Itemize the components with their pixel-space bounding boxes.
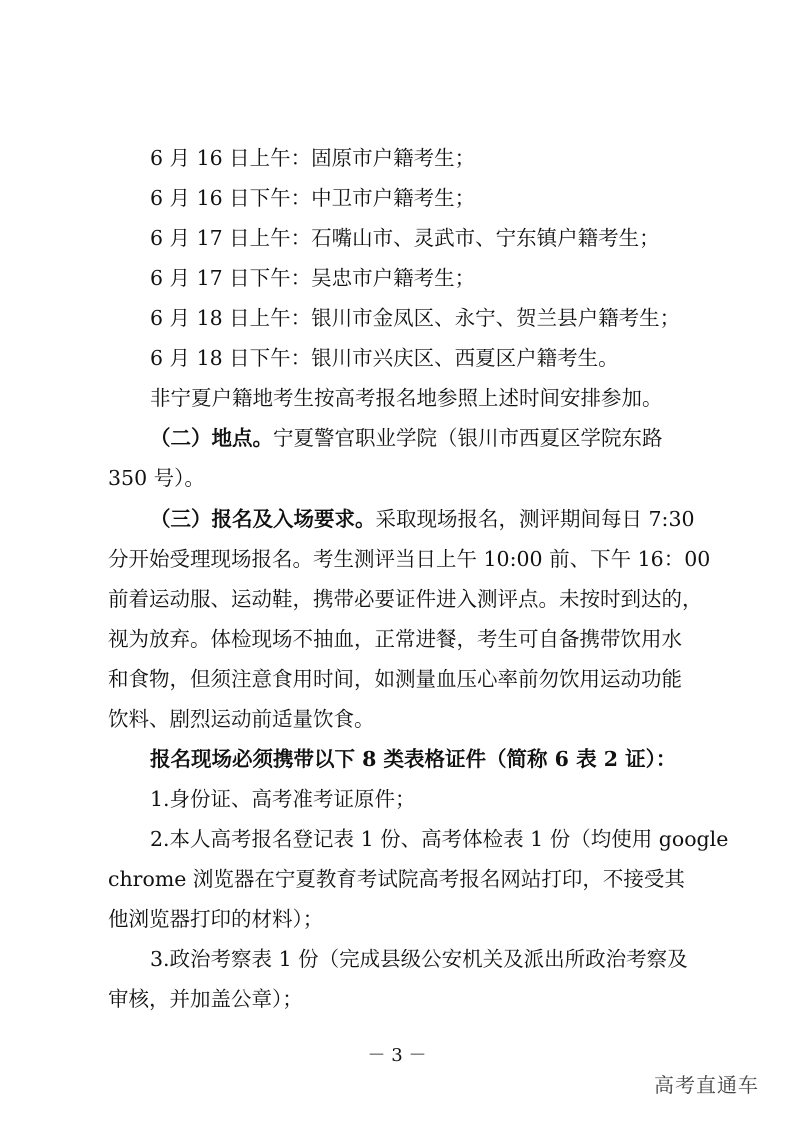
document-item-2: 2.本人高考报名登记表 1 份、高考体检表 1 份（均使用 google bbox=[150, 827, 729, 851]
schedule-line-4: 6 月 17 日下午：吴忠市户籍考生； bbox=[150, 266, 476, 290]
schedule-line-2: 6 月 16 日下午：中卫市户籍考生； bbox=[150, 186, 476, 210]
schedule-line-1: 6 月 16 日上午：固原市户籍考生； bbox=[150, 146, 476, 170]
watermark: 高考直通车 bbox=[654, 1073, 759, 1097]
location-text: 宁夏警官职业学院（银川市西夏区学院东路 bbox=[273, 426, 663, 450]
location-heading: （二）地点。 bbox=[150, 426, 273, 450]
document-item-3-cont: 审核，并加盖公章）； bbox=[108, 987, 303, 1011]
non-local-note: 非宁夏户籍地考生按高考报名地参照上述时间安排参加。 bbox=[150, 386, 663, 410]
document-item-2-cont-1: chrome 浏览器在宁夏教育考试院高考报名网站打印，不接受其 bbox=[108, 867, 685, 891]
document-item-1: 1.身份证、高考准考证原件； bbox=[150, 787, 416, 811]
schedule-line-6: 6 月 18 日下午：银川市兴庆区、西夏区户籍考生。 bbox=[150, 346, 619, 370]
requirements-line-5: 和食物，但须注意食用时间，如测量血压心率前勿饮用运动功能 bbox=[108, 667, 682, 691]
requirements-line-2: 分开始受理现场报名。考生测评当日上午 10:00 前、下午 16：00 bbox=[108, 547, 711, 571]
document-item-2-cont-2: 他浏览器打印的材料）； bbox=[108, 907, 324, 931]
page-number: － 3 － bbox=[367, 1045, 427, 1066]
requirements-line-6: 饮料、剧烈运动前适量饮食。 bbox=[108, 707, 375, 731]
location-text-cont: 350 号）。 bbox=[108, 466, 205, 490]
documents-heading: 报名现场必须携带以下 8 类表格证件（简称 6 表 2 证）： bbox=[150, 747, 677, 771]
requirements-heading: （三）报名及入场要求。 bbox=[150, 507, 376, 531]
requirements-paragraph bbox=[150, 506, 750, 532]
requirements-text: 采取现场报名，测评期间每日 7:30 bbox=[375, 507, 695, 531]
requirements-line-3: 前着运动服、运动鞋，携带必要证件进入测评点。未按时到达的， bbox=[108, 587, 703, 611]
location-paragraph bbox=[150, 425, 750, 451]
requirements-line-4: 视为放弃。体检现场不抽血，正常进餐，考生可自备携带饮用水 bbox=[108, 627, 682, 651]
document-item-3: 3.政治考察表 1 份（完成县级公安机关及派出所政治考察及 bbox=[150, 947, 688, 971]
schedule-line-5: 6 月 18 日上午：银川市金凤区、永宁、贺兰县户籍考生； bbox=[150, 306, 681, 330]
schedule-line-3: 6 月 17 日上午：石嘴山市、灵武市、宁东镇户籍考生； bbox=[150, 226, 660, 250]
